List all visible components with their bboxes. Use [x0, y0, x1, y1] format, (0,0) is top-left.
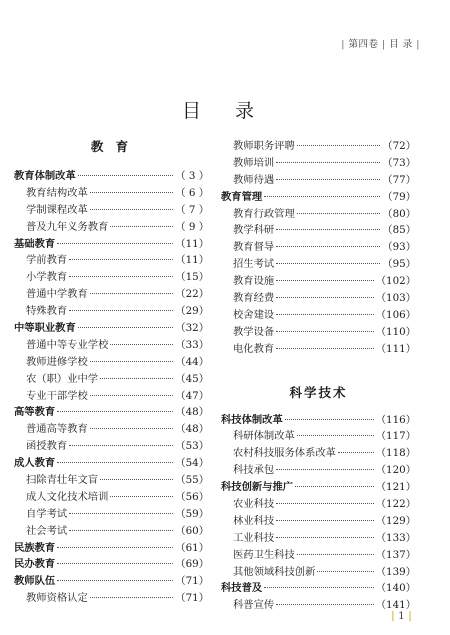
toc-entry-label: 学制课程改革	[26, 203, 88, 216]
dot-leader	[110, 496, 173, 497]
toc-entry	[221, 411, 416, 428]
toc-entry	[221, 579, 416, 596]
dot-leader	[297, 213, 381, 214]
toc-entry	[14, 572, 209, 589]
toc-entry-label: 函授教育	[26, 440, 68, 453]
toc-entry-page: （93）	[382, 241, 416, 254]
toc-entry	[14, 589, 209, 606]
toc-entry-label: 工业科技	[233, 531, 275, 544]
toc-entry-label: 中等职业教育	[14, 322, 76, 335]
toc-entry-page: （71）	[175, 592, 209, 605]
right-column	[221, 137, 416, 613]
dot-leader	[69, 445, 173, 446]
toc-entry-label: 教育经费	[233, 292, 275, 305]
toc-entry-label: 教师培训	[233, 156, 275, 169]
dot-leader	[276, 229, 380, 230]
toc-list-education-cont	[221, 137, 416, 357]
page-number-value: 1	[398, 610, 405, 622]
toc-entry	[221, 495, 416, 512]
toc-entry-label: 自学考试	[26, 507, 68, 520]
toc-entry-label: 科普宣传	[233, 599, 275, 612]
dot-leader	[276, 503, 374, 504]
toc-entry	[14, 387, 209, 404]
toc-entry	[221, 137, 416, 154]
page-title: 目 录	[181, 100, 269, 122]
toc-entry-label: 普通高等教育	[26, 423, 88, 436]
toc-entry-label: 普通中学教育	[26, 288, 88, 301]
toc-entry	[14, 555, 209, 572]
toc-entry	[14, 302, 209, 319]
toc-entry	[221, 188, 416, 205]
toc-entry-page: （79）	[382, 190, 416, 203]
toc-entry	[221, 444, 416, 461]
toc-entry-page: （29）	[175, 305, 209, 318]
dot-leader	[276, 314, 374, 315]
dot-leader	[297, 145, 381, 146]
toc-entry	[14, 353, 209, 370]
toc-entry	[221, 461, 416, 478]
toc-entry-page: （72）	[382, 140, 416, 152]
toc-entry-label: 小学教育	[26, 271, 68, 284]
toc-entry	[14, 268, 209, 285]
toc-entry	[221, 546, 416, 563]
dot-leader	[276, 469, 374, 470]
toc-entry-label: 电化教育	[233, 342, 275, 355]
toc-entry-label: 民办教育	[14, 558, 56, 571]
dot-leader	[57, 462, 173, 463]
toc-entry-label: 成人文化技术培训	[26, 490, 109, 503]
toc-entry-page: （11）	[175, 237, 209, 250]
dot-leader	[57, 243, 173, 244]
toc-list-science	[221, 411, 416, 614]
toc-entry-page: （111）	[375, 342, 416, 355]
toc-entry-label: 教育行政管理	[233, 207, 295, 220]
toc-entry-label: 科技体制改革	[221, 413, 283, 426]
toc-entry-label: 教学设备	[233, 325, 275, 338]
toc-entry	[14, 539, 209, 556]
toc-entry	[14, 370, 209, 387]
toc-entry	[221, 427, 416, 444]
toc-entry	[221, 272, 416, 289]
dot-leader	[297, 435, 374, 436]
dot-leader	[276, 331, 374, 332]
dot-leader	[90, 395, 174, 396]
toc-entry	[14, 505, 209, 522]
dot-leader	[264, 587, 374, 588]
running-header: | 第四卷 | 目 录 |	[341, 39, 420, 50]
dot-leader	[264, 196, 380, 197]
dot-leader	[276, 604, 374, 605]
toc-entry-page: （141）	[375, 599, 416, 612]
toc-entry-label: 科技承包	[233, 464, 275, 477]
toc-entry	[221, 238, 416, 255]
toc-entry-page: （45）	[175, 372, 209, 385]
toc-entry	[14, 285, 209, 302]
toc-entry-page: （47）	[175, 389, 209, 402]
dot-leader	[69, 259, 173, 260]
toc-entry-label: 教育结构改革	[26, 186, 88, 199]
toc-entry-page: （120）	[375, 464, 416, 477]
dot-leader	[90, 597, 174, 598]
dot-leader	[90, 192, 174, 193]
toc-entry	[14, 319, 209, 336]
toc-entry-page: （ 3 ）	[175, 170, 209, 182]
toc-entry	[14, 251, 209, 268]
toc-entry	[14, 235, 209, 252]
section-label: 目 录	[389, 39, 413, 50]
page-number: | 1 |	[390, 610, 412, 622]
dot-leader	[69, 530, 173, 531]
dot-leader	[69, 513, 173, 514]
toc-entry-label: 扫除青壮年文盲	[26, 474, 99, 487]
toc-entry	[14, 522, 209, 539]
dot-leader	[317, 571, 373, 572]
dot-leader	[276, 179, 380, 180]
toc-entry-page: （121）	[375, 481, 416, 494]
toc-entry-page: （11）	[175, 254, 209, 267]
dot-leader	[100, 378, 173, 379]
dot-leader	[110, 344, 173, 345]
toc-entry-page: （ 7 ）	[175, 203, 209, 216]
toc-entry-label: 教师职务评聘	[233, 140, 295, 152]
toc-entry-label: 普通中等专业学校	[26, 338, 109, 351]
toc-entry-page: （54）	[175, 457, 209, 470]
toc-entry-page: （33）	[175, 338, 209, 351]
toc-entry-page: （32）	[175, 322, 209, 335]
toc-entry-label: 林业科技	[233, 514, 275, 527]
dot-leader	[276, 520, 374, 521]
toc-entry-label: 农（职）业中学	[26, 372, 99, 385]
toc-entry	[221, 323, 416, 340]
toc-entry-label: 农村科技服务体系改革	[233, 447, 336, 460]
dot-leader	[57, 547, 173, 548]
toc-entry	[14, 437, 209, 454]
toc-entry-page: （133）	[375, 531, 416, 544]
dot-leader	[276, 348, 374, 349]
toc-entry-page: （71）	[175, 575, 209, 588]
toc-entry	[221, 563, 416, 580]
toc-entry-label: 医药卫生科技	[233, 548, 295, 561]
toc-entry-page: （129）	[375, 514, 416, 527]
toc-entry-page: （106）	[375, 308, 416, 321]
section-heading-science: 科学技术	[289, 384, 348, 400]
dot-leader	[57, 411, 173, 412]
toc-entry-page: （73）	[382, 156, 416, 169]
toc-entry-page: （ 9 ）	[175, 220, 209, 233]
toc-entry-page: （137）	[375, 548, 416, 561]
toc-entry-page: （116）	[375, 413, 416, 426]
toc-entry	[221, 171, 416, 188]
toc-entry	[221, 596, 416, 613]
toc-entry-label: 社会考试	[26, 524, 68, 537]
toc-entry-label: 教师进修学校	[26, 355, 88, 368]
toc-entry-label: 高等教育	[14, 406, 56, 419]
toc-entry	[221, 340, 416, 357]
toc-entry	[221, 529, 416, 546]
toc-entry-label: 科研体制改革	[233, 430, 295, 443]
volume-label: 第四卷	[348, 39, 379, 50]
dot-leader	[110, 226, 173, 227]
dot-leader	[90, 209, 174, 210]
toc-entry-page: （44）	[175, 355, 209, 368]
toc-entry	[221, 289, 416, 306]
toc-entry-label: 其他领域科技创新	[233, 565, 316, 578]
toc-entry-page: （61）	[175, 541, 209, 554]
toc-entry-page: （15）	[175, 271, 209, 284]
toc-entry	[221, 512, 416, 529]
section-heading-education: 教 育	[90, 139, 133, 154]
toc-entry	[221, 221, 416, 238]
dot-leader	[78, 327, 174, 328]
dot-leader	[295, 486, 374, 487]
dot-leader	[276, 297, 374, 298]
toc-entry-page: （ 6 ）	[175, 186, 209, 199]
dot-leader	[297, 554, 374, 555]
toc-entry-page: （55）	[175, 474, 209, 487]
toc-entry	[14, 420, 209, 437]
dot-leader	[90, 361, 174, 362]
toc-entry-page: （103）	[375, 292, 416, 305]
toc-entry-label: 招生考试	[233, 258, 275, 271]
toc-entry-label: 教育体制改革	[14, 170, 76, 182]
dot-leader	[276, 162, 380, 163]
toc-entry	[14, 471, 209, 488]
toc-entry-label: 科技创新与推广	[221, 481, 294, 494]
toc-entry-page: （59）	[175, 507, 209, 520]
toc-entry-page: （118）	[375, 447, 416, 460]
toc-entry	[14, 454, 209, 471]
toc-entry-page: （69）	[175, 558, 209, 571]
toc-entry-page: （140）	[375, 582, 416, 595]
toc-entry-label: 农业科技	[233, 498, 275, 511]
toc-entry-label: 科技普及	[221, 582, 263, 595]
toc-entry-page: （22）	[175, 288, 209, 301]
toc-entry	[14, 218, 209, 235]
toc-entry-page: （60）	[175, 524, 209, 537]
toc-entry-page: （77）	[382, 173, 416, 186]
dot-leader	[69, 310, 173, 311]
toc-entry-page: （117）	[375, 430, 416, 443]
dot-leader	[276, 537, 374, 538]
toc-entry	[221, 478, 416, 495]
toc-entry	[14, 184, 209, 201]
toc-entry-label: 成人教育	[14, 457, 56, 470]
toc-entry-label: 普及九年义务教育	[26, 220, 109, 233]
toc-entry-label: 教学科研	[233, 224, 275, 237]
dot-leader	[90, 293, 174, 294]
dot-leader	[276, 280, 374, 281]
dot-leader	[338, 452, 374, 453]
toc-entry	[221, 154, 416, 171]
toc-entry	[14, 201, 209, 218]
toc-entry-label: 学前教育	[26, 254, 68, 267]
toc-entry-label: 民族教育	[14, 541, 56, 554]
toc-entry	[221, 205, 416, 222]
toc-entry	[221, 255, 416, 272]
toc-entry	[14, 403, 209, 420]
toc-entry-page: （48）	[175, 406, 209, 419]
toc-entry-label: 教育设施	[233, 275, 275, 288]
toc-entry-label: 教育管理	[221, 190, 263, 203]
toc-entry	[14, 167, 209, 184]
toc-entry-label: 教师队伍	[14, 575, 56, 588]
toc-entry-page: （110）	[375, 325, 416, 338]
dot-leader	[78, 175, 174, 176]
toc-entry-page: （56）	[175, 490, 209, 503]
toc-entry-label: 专业干部学校	[26, 389, 88, 402]
toc-entry-page: （95）	[382, 258, 416, 271]
dot-leader	[57, 563, 173, 564]
dot-leader	[69, 276, 173, 277]
dot-leader	[285, 419, 374, 420]
toc-entry-page: （53）	[175, 440, 209, 453]
toc-entry	[221, 306, 416, 323]
toc-entry-page: （80）	[382, 207, 416, 220]
toc-entry-label: 教师资格认定	[26, 592, 88, 605]
toc-entry-label: 教师待遇	[233, 173, 275, 186]
toc-list-education	[14, 167, 209, 606]
dot-leader	[276, 263, 380, 264]
dot-leader	[100, 479, 173, 480]
toc-entry-label: 教育督导	[233, 241, 275, 254]
toc-entry-page: （102）	[375, 275, 416, 288]
dot-leader	[57, 580, 173, 581]
left-column	[14, 133, 209, 606]
toc-entry-page: （85）	[382, 224, 416, 237]
dot-leader	[276, 246, 380, 247]
toc-entry-page: （48）	[175, 423, 209, 436]
toc-entry-label: 校舍建设	[233, 308, 275, 321]
toc-entry	[14, 488, 209, 505]
toc-entry-label: 基础教育	[14, 237, 56, 250]
toc-entry-page: （122）	[375, 498, 416, 511]
dot-leader	[90, 428, 174, 429]
toc-entry-label: 特殊教育	[26, 305, 68, 318]
toc-entry-page: （139）	[375, 565, 416, 578]
toc-entry	[14, 336, 209, 353]
